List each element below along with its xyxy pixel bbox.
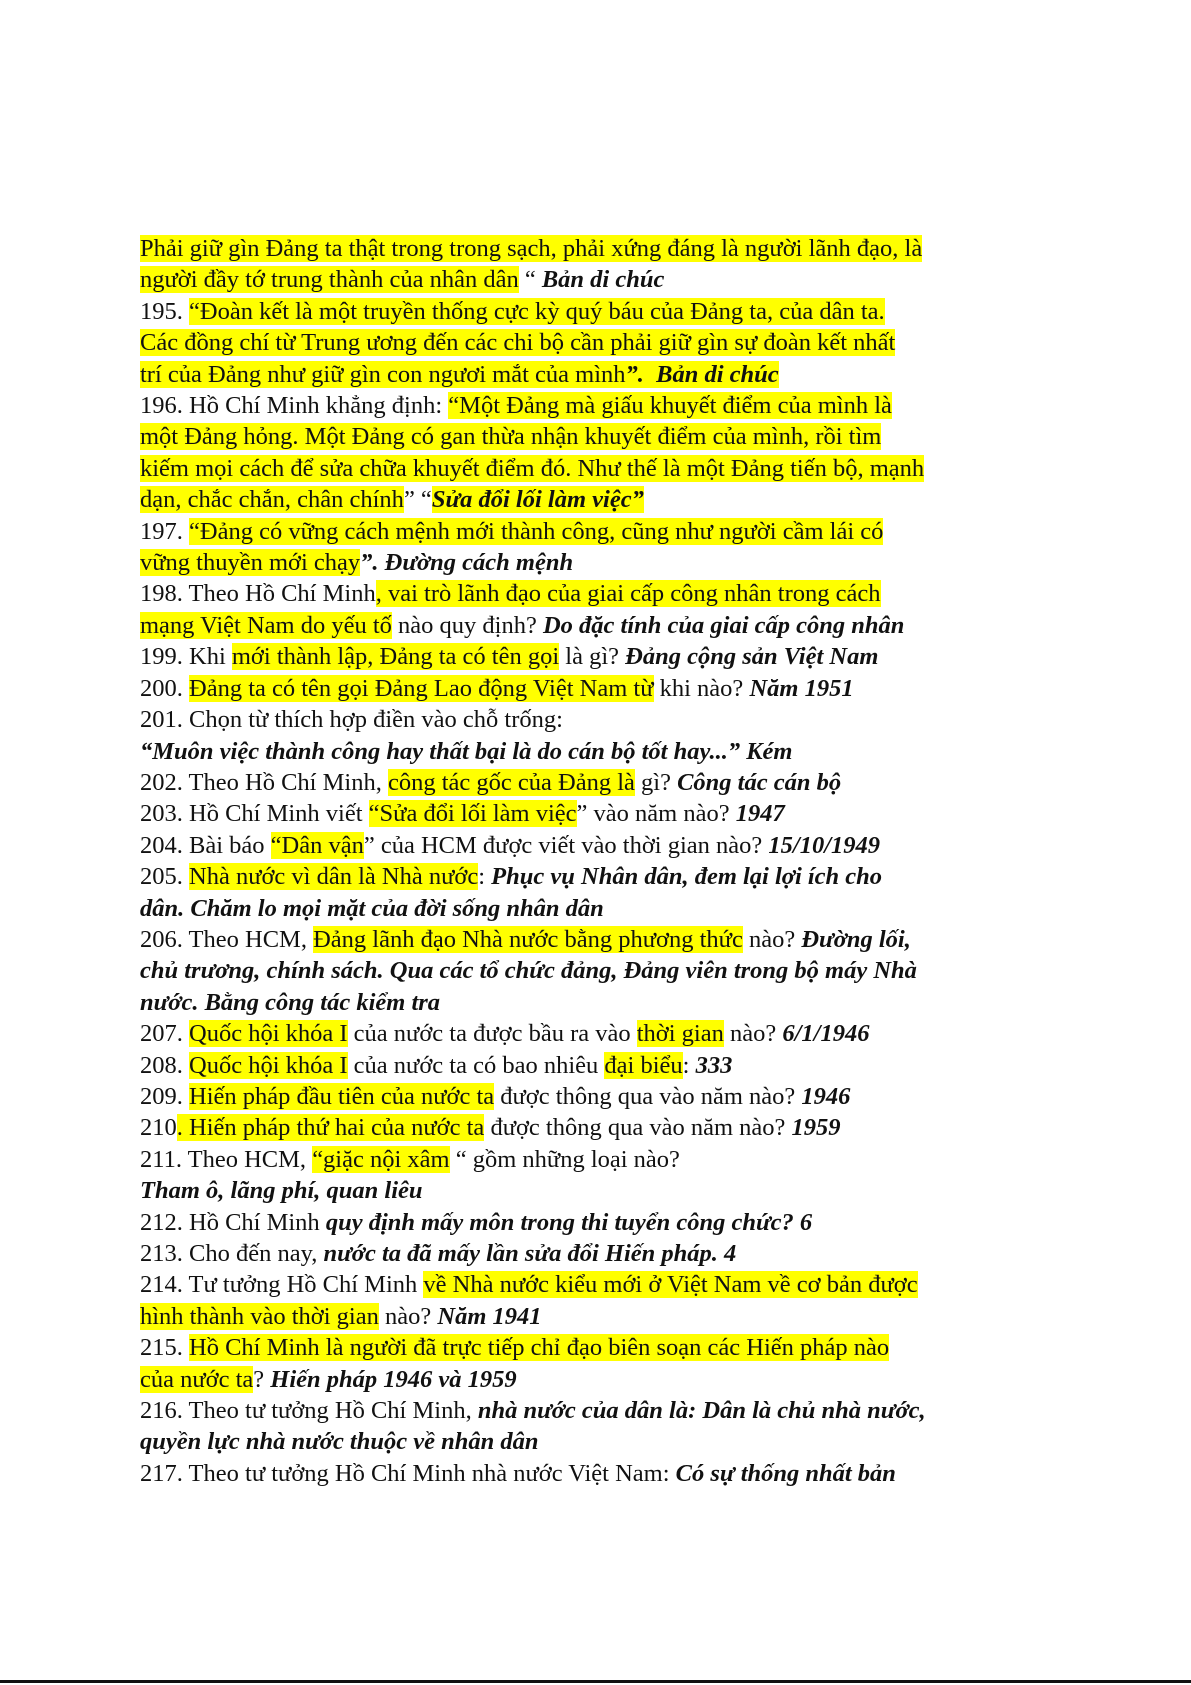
text-line [140,704,1040,735]
highlighted-text: Các đồng chí từ Trung ương đến các chi bộ cần phải giữ gìn sự đoàn kết nhất [140,329,896,357]
text-segment: khi nào? [653,674,750,702]
text-line [140,1364,1040,1395]
text-line [140,1395,1040,1426]
answer-text: Đường lối, [801,925,911,953]
text-line [140,924,1040,955]
text-segment: 202. Theo Hồ Chí Minh, [140,768,388,796]
text-line [140,767,1040,798]
text-line [140,1050,1040,1081]
text-segment: 197. [140,517,189,545]
text-line [140,1332,1040,1363]
text-segment: 199. Khi [140,643,232,671]
answer-text: Do đặc tính của giai cấp công nhân [542,611,905,639]
text-line [140,484,1040,515]
text-line [140,1207,1040,1238]
text-line [140,736,1040,767]
highlighted-text: Quốc hội khóa I [189,1020,348,1048]
text-segment: : [682,1051,696,1079]
answer-text: nhà nước của dân là: Dân là chủ nhà nước, [477,1397,926,1425]
answer-text: 1946 [801,1082,851,1110]
text-segment: 212. Hồ Chí Minh [140,1208,326,1236]
text-line [140,987,1040,1018]
text-segment: là gì? [559,643,626,671]
text-line [140,610,1040,641]
text-line [140,1426,1040,1457]
text-segment: 214. Tư tưởng Hồ Chí Minh [140,1271,424,1299]
text-line [140,798,1040,829]
highlighted-text: người đầy tớ trung thành của nhân dân [140,266,519,294]
highlighted-text: công tác gốc của Đảng là [387,768,635,796]
text-segment: nào? [378,1302,438,1330]
highlighted-text: trí của Đảng như giữ gìn con ngươi mắt của mình [140,360,626,388]
text-line [140,578,1040,609]
text-line [140,641,1040,672]
answer-text: Bản di chúc [541,266,665,294]
document-body [140,233,1040,1489]
text-segment: 209. [140,1082,189,1110]
highlighted-text: của nước ta [140,1365,254,1393]
answer-text: 333 [695,1051,733,1079]
text-segment: : [478,863,492,891]
text-segment: 208. [140,1051,189,1079]
text-segment: 210 [140,1114,177,1142]
text-line [140,1081,1040,1112]
text-line [140,390,1040,421]
text-segment: 195. [140,297,189,325]
highlighted-text: . Hiến pháp thứ hai của nước ta [176,1114,485,1142]
highlighted-text: Phải giữ gìn Đảng ta thật trong trong sạch, phải xứng đáng là người lãnh đạo, là [140,235,923,262]
highlighted-text: Nhà nước vì dân là Nhà nước [189,863,479,891]
text-segment: 198. Theo Hồ Chí Minh [140,580,376,608]
highlighted-text: về Nhà nước kiểu mới ở Việt Nam về cơ bản được [423,1271,918,1299]
answer-text: Năm 1951 [749,674,854,702]
text-segment: nào? [742,925,802,953]
answer-text: quy định mấy môn trong thi tuyển công chức? 6 [325,1208,813,1236]
text-line [140,1018,1040,1049]
text-segment: 205. [140,863,189,891]
answer-text: 6/1/1946 [782,1020,870,1048]
text-segment: “ [518,266,542,294]
answer-text: Có sự thống nhất bản [675,1459,896,1487]
highlighted-text: Hồ Chí Minh là người đã trực tiếp chỉ đạo biên soạn các Hiến pháp nào [189,1334,890,1362]
text-line [140,955,1040,986]
text-segment: ” của HCM được viết vào thời gian nào? [363,831,769,859]
answer-text: “Muôn việc thành công hay thất bại là do cán bộ tốt hay...” Kém [140,737,793,765]
answer-text: ”. Đường cách mệnh [360,549,574,577]
highlighted-text: Quốc hội khóa I [189,1051,348,1079]
answer-text: chủ trương, chính sách. Qua các tổ chức đảng, Đảng viên trong bộ máy Nhà [140,957,917,985]
text-line [140,673,1040,704]
text-segment: “ gồm những loại nào? [449,1145,680,1173]
answer-text: 15/10/1949 [768,831,881,859]
answer-text: Công tác cán bộ [677,768,842,796]
text-segment: 200. [140,674,189,702]
highlighted-text: Đảng lãnh đạo Nhà nước bằng phương thức [313,925,743,953]
text-segment: ” vào năm nào? [576,800,736,828]
highlighted-text: một Đảng hỏng. Một Đảng có gan thừa nhận khuyết điểm của mình, rồi tìm [140,423,882,451]
highlighted-text: “Dân vận [270,831,364,859]
text-segment: 203. Hồ Chí Minh viết [140,800,369,828]
text-line [140,1458,1040,1489]
text-line [140,1269,1040,1300]
highlighted-text: “Đảng có vững cách mệnh mới thành công, cũng như người cầm lái có [189,517,884,545]
text-line [140,516,1040,547]
text-segment: của nước ta được bầu ra vào [347,1020,637,1048]
text-line [140,830,1040,861]
text-segment: 204. Bài báo [140,831,271,859]
highlighted-text: mới thành lập, Đảng ta có tên gọi [231,643,560,671]
text-line [140,1112,1040,1143]
text-segment: ” “ [403,486,432,514]
text-line [140,861,1040,892]
highlighted-text: “Sửa đổi lối làm việc [368,800,577,828]
text-segment: nào quy định? [391,611,543,639]
text-line [140,359,1040,390]
answer-text: nước. Bằng công tác kiểm tra [140,988,441,1016]
text-segment: 207. [140,1020,189,1048]
text-segment: 211. Theo HCM, [140,1145,313,1173]
text-segment: 201. Chọn từ thích hợp điền vào chỗ trống: [140,706,563,734]
page-bottom-rule [0,1680,1191,1683]
text-line [140,893,1040,924]
text-segment: được thông qua vào năm nào? [484,1114,792,1142]
text-line [140,1144,1040,1175]
text-segment: ? [253,1365,271,1393]
answer-text: 1947 [735,800,785,828]
text-segment: gì? [634,768,678,796]
answer-text: nước ta đã mấy lần sửa đổi Hiến pháp. 4 [323,1240,737,1267]
text-line [140,264,1040,295]
highlighted-text: Hiến pháp đầu tiên của nước ta [189,1082,495,1110]
text-line [140,453,1040,484]
text-segment: 215. [140,1334,189,1362]
answer-text: quyền lực nhà nước thuộc về nhân dân [140,1428,539,1456]
highlighted-text: Đảng ta có tên gọi Đảng Lao động Việt Nam từ [189,674,654,702]
highlighted-text: “Một Đảng mà giấu khuyết điểm của mình là [448,392,892,420]
text-line [140,1238,1040,1269]
answer-text: Năm 1941 [437,1302,542,1330]
highlighted-text: “giặc nội xâm [312,1145,450,1173]
text-line [140,327,1040,358]
text-line [140,1301,1040,1332]
text-segment: 206. Theo HCM, [140,925,314,953]
text-segment: 217. Theo tư tưởng Hồ Chí Minh nhà nước Việt Nam: [140,1459,676,1487]
text-line [140,233,1040,264]
text-segment: của nước ta có bao nhiêu [347,1051,605,1079]
answer-text: dân. Chăm lo mọi mặt của đời sống nhân dân [140,894,604,922]
answer-text: Hiến pháp 1946 và 1959 [270,1365,517,1393]
highlighted-text: “Đoàn kết là một truyền thống cực kỳ quý báu của Đảng ta, của dân ta. [189,297,885,325]
highlighted-text: dạn, chắc chắn, chân chính [140,486,404,514]
text-segment: nào? [723,1020,783,1048]
highlighted-text: hình thành vào thời gian [140,1302,379,1330]
text-line [140,421,1040,452]
highlighted-text: ”. Bản di chúc [625,360,779,388]
answer-text: 1959 [791,1114,841,1142]
highlighted-text: đại biểu [604,1051,683,1079]
text-line [140,1175,1040,1206]
answer-text: Phục vụ Nhân dân, đem lại lợi ích cho [491,863,883,891]
highlighted-text: vững thuyền mới chạy [140,549,361,577]
text-segment: 213. Cho đến nay, [140,1240,324,1267]
highlighted-text: mạng Việt Nam do yếu tố [140,611,392,639]
text-segment: 196. Hồ Chí Minh khẳng định: [140,392,449,420]
text-segment: được thông qua vào năm nào? [494,1082,802,1110]
highlighted-text: , vai trò lãnh đạo của giai cấp công nhân trong cách [375,580,881,608]
text-line [140,547,1040,578]
text-segment: 216. Theo tư tưởng Hồ Chí Minh, [140,1397,478,1425]
answer-text: Tham ô, lãng phí, quan liêu [140,1177,423,1205]
text-line [140,296,1040,327]
highlighted-text: thời gian [636,1020,724,1048]
highlighted-text: Sửa đổi lối làm việc” [431,486,644,514]
answer-text: Đảng cộng sản Việt Nam [625,643,879,671]
highlighted-text: kiếm mọi cách để sửa chữa khuyết điểm đó. Như thế là một Đảng tiến bộ, mạnh [140,454,925,482]
